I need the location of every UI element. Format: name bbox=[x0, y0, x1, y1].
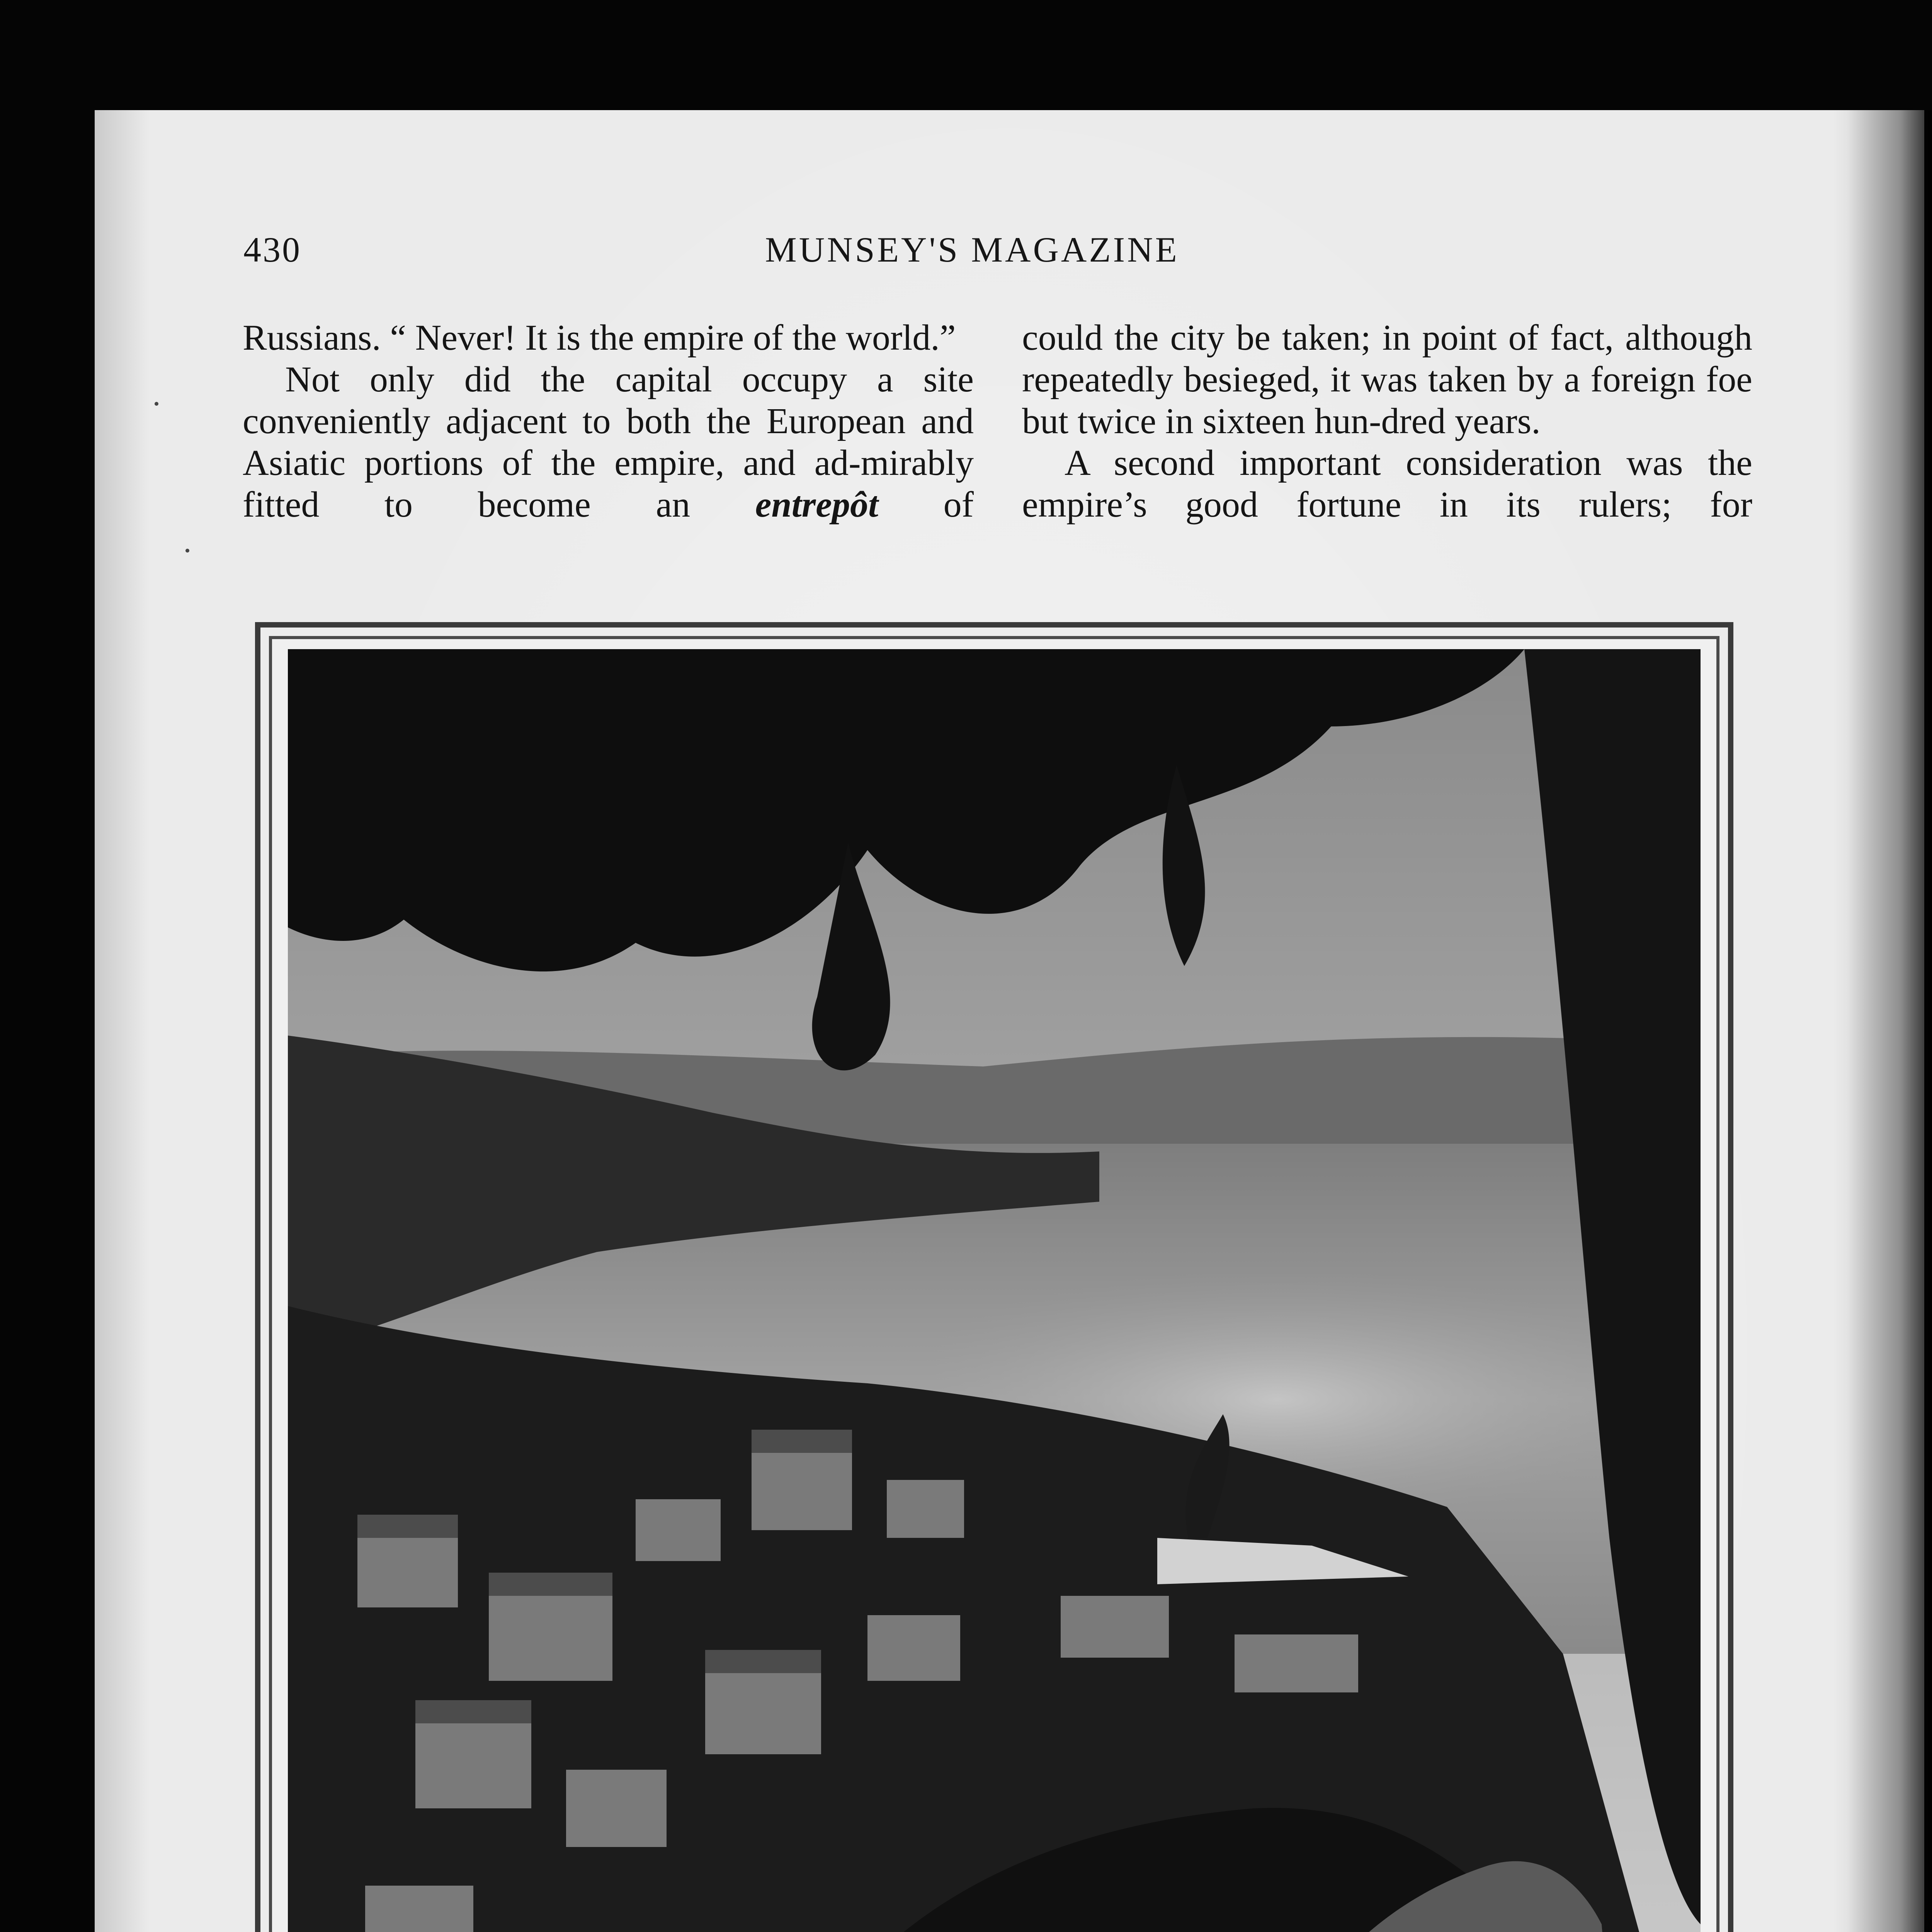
spine-shadow bbox=[1847, 110, 1932, 1932]
bosporus-photograph bbox=[288, 649, 1701, 1932]
page-number: 430 bbox=[243, 230, 301, 269]
column-top-right bbox=[1022, 317, 1752, 526]
paragraph: could the city be taken; in point of fact, although repeatedly besieged, it was taken by a foreign foe but twice in sixteen hun-dred years. bbox=[1022, 318, 1752, 441]
paragraph bbox=[243, 359, 974, 526]
magazine-title: MUNSEY'S MAGAZINE bbox=[765, 230, 1179, 269]
paragraph-tail: of bbox=[878, 485, 974, 525]
paragraph-text: Not only did the capital occupy a site conveniently adjacent to both the European and Asiatic portions of the empire, and ad-mirably fitted to become an bbox=[243, 359, 974, 525]
paragraph: Russians. “ Never! It is the empire of the world.” bbox=[243, 318, 956, 358]
emphasized-word: entrepôt bbox=[755, 485, 879, 525]
paragraph: A second important consideration was the empire’s good fortune in its rulers; for bbox=[1022, 443, 1752, 525]
column-top-left bbox=[243, 317, 974, 526]
